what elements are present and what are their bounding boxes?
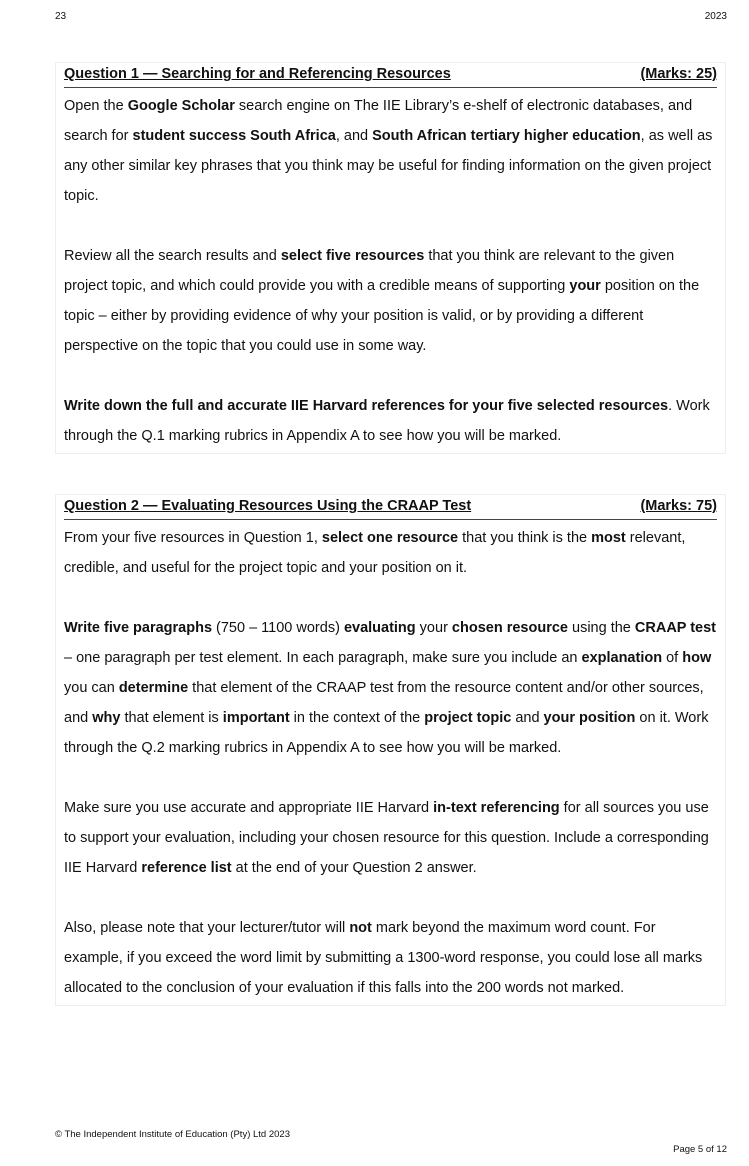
text: that element of the CRAAP test from the resource content and/or other sources, and — [64, 680, 704, 726]
bold-text: determine — [118, 680, 189, 696]
bold-text: in-text referencing — [433, 800, 560, 816]
text: search engine on The IIE Library’s e-shelf of electronic databases, and search for — [64, 98, 693, 144]
question-title: Question 1 — Searching for and Referencing Resources — [64, 66, 451, 82]
header-page-number: 23 — [55, 11, 67, 22]
text: (750 – 1100 words) — [212, 620, 344, 636]
bold-text: why — [92, 710, 121, 726]
bold-text: your position — [543, 710, 636, 726]
text: using the — [567, 620, 635, 636]
text: mark beyond the maximum word count. For example, if you exceed the word limit by submitting a 1300-word response, you could lose all marks allocated to the conclusion of your evaluation if this falls into the 200 words not marked. — [64, 920, 703, 996]
question-header — [64, 63, 717, 88]
bold-text: how — [682, 650, 712, 666]
text: for all sources you use to support your evaluation, including your chosen resource for this question. Include a corresponding IIE Harvard — [64, 800, 709, 876]
question-body — [56, 520, 725, 1003]
text: Open the — [64, 98, 128, 114]
bold-text: your — [569, 278, 601, 294]
text: that element is — [120, 710, 223, 726]
text: From your five resources in Question 1, — [64, 530, 322, 546]
question-header — [64, 495, 717, 520]
text: Also, please note that your lecturer/tutor will — [64, 920, 350, 936]
footer-page-number: Page 5 of 12 — [673, 1144, 727, 1155]
bold-text: chosen resource — [451, 620, 568, 636]
text: . Work through the Q.1 marking rubrics in Appendix A to see how you will be marked. — [64, 398, 710, 444]
text: on it. Work through the Q.2 marking rubrics in Appendix A to see how you will be marked. — [64, 710, 709, 756]
question-1-box — [55, 62, 726, 454]
bold-text: South African tertiary higher education — [372, 128, 641, 144]
text: you can — [64, 680, 119, 696]
bold-text: most — [591, 530, 626, 546]
text: in the context of the — [289, 710, 425, 726]
question-marks: (Marks: 25) — [640, 66, 717, 82]
footer-copyright: © The Independent Institute of Education (Pty) Ltd 2023 — [55, 1129, 290, 1140]
text: of — [662, 650, 683, 666]
paragraph — [64, 241, 717, 361]
text: Review all the search results and — [64, 248, 281, 264]
text: , as well as any other similar key phrases that you think may be useful for finding information on the given project topic. — [64, 128, 713, 204]
text: , and — [335, 128, 373, 144]
paragraph — [64, 391, 717, 451]
question-body — [56, 88, 725, 451]
bold-text: project topic — [424, 710, 512, 726]
header-year: 2023 — [704, 11, 727, 22]
text: relevant, credible, and useful for the project topic and your position on it. — [64, 530, 686, 576]
bold-text: explanation — [581, 650, 663, 666]
bold-text: CRAAP test — [634, 620, 717, 636]
paragraph — [64, 613, 717, 763]
bold-text: not — [349, 920, 372, 936]
text: position on the topic – either by providing evidence of why your position is valid, or by providing a different perspective on the topic that you could use in some way. — [64, 278, 700, 354]
bold-text: select five resources — [280, 248, 425, 264]
bold-text: Write down the full and accurate IIE Harvard references for your five selected resources — [64, 398, 669, 414]
bold-text: student success South Africa — [132, 128, 336, 144]
question-2-box — [55, 494, 726, 1006]
text: that you think is the — [458, 530, 592, 546]
paragraph — [64, 793, 717, 883]
bold-text: important — [222, 710, 290, 726]
text: that you think are relevant to the given project topic, and which could provide you with a credible means of supporting — [64, 248, 675, 294]
paragraph — [64, 91, 717, 211]
paragraph — [64, 523, 717, 583]
paragraph — [64, 913, 717, 1003]
question-marks: (Marks: 75) — [640, 498, 717, 514]
bold-text: reference list — [141, 860, 232, 876]
text: – one paragraph per test element. In each paragraph, make sure you include an — [64, 650, 582, 666]
bold-text: evaluating — [343, 620, 416, 636]
text: your — [415, 620, 452, 636]
question-title: Question 2 — Evaluating Resources Using the CRAAP Test — [64, 498, 472, 514]
text: Make sure you use accurate and appropriate IIE Harvard — [64, 800, 434, 816]
bold-text: Google Scholar — [127, 98, 235, 114]
bold-text: select one resource — [321, 530, 459, 546]
text: at the end of your Question 2 answer. — [231, 860, 477, 876]
text: and — [511, 710, 544, 726]
bold-text: Write five paragraphs — [64, 620, 213, 636]
